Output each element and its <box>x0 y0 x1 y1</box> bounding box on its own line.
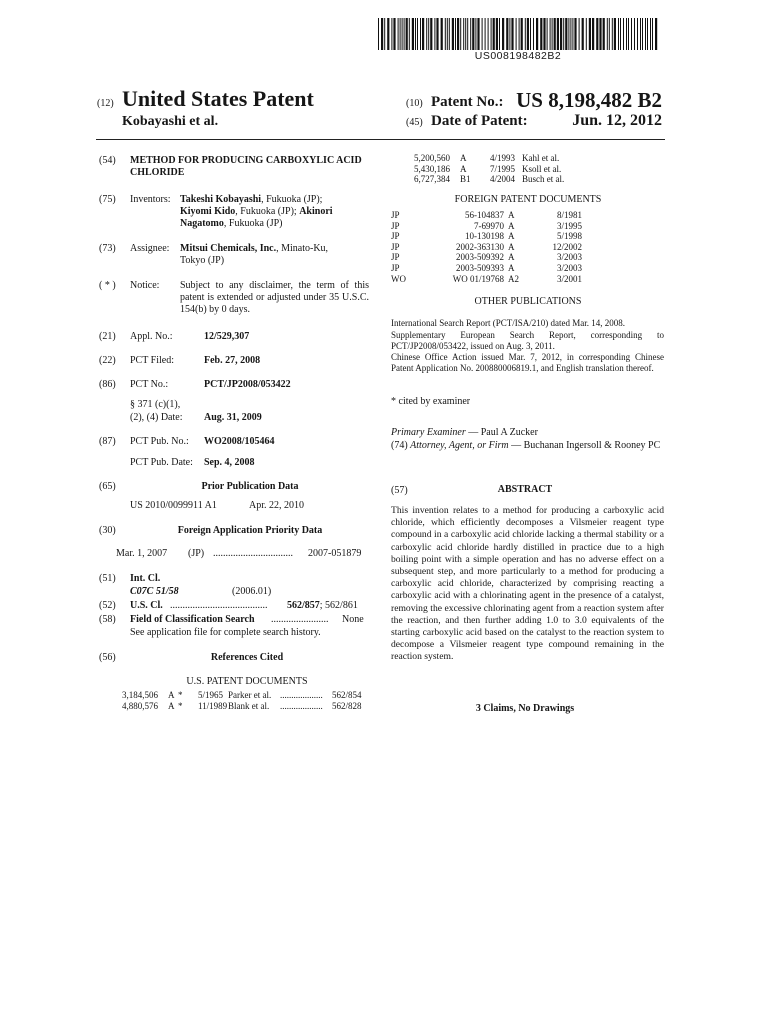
patent-holder: Ksoll et al. <box>522 163 562 174</box>
patent-date: 7/1995 <box>490 163 516 174</box>
title-code: (54) <box>99 155 116 166</box>
doc-date: 3/2001 <box>556 273 582 284</box>
abstract-heading: ABSTRACT <box>497 484 553 495</box>
abstract-code: (57) <box>391 485 408 496</box>
patent-holder: Blank et al. <box>228 700 270 711</box>
us-docs-heading: U.S. PATENT DOCUMENTS <box>186 676 308 687</box>
cited-by-note: * cited by examiner <box>391 396 471 407</box>
patent-number: 4,880,576 <box>122 700 158 711</box>
cited-examiner-star: * <box>178 700 183 711</box>
foreign-country: (JP) <box>188 548 205 559</box>
authors: Kobayashi et al. <box>122 114 219 129</box>
examiner-name: — Paul A Zucker <box>465 427 538 438</box>
foreign-docs-list <box>391 210 591 284</box>
doc-number: 2003-509393 <box>456 262 504 273</box>
country-code: JP <box>391 220 400 231</box>
doc-kind: A2 <box>508 273 519 284</box>
patent-date: Jun. 12, 2012 <box>572 112 662 129</box>
assignee-code: (73) <box>99 243 116 254</box>
field-label: Field of Classification Search <box>130 614 255 625</box>
field-note: See application file for complete search history. <box>130 627 321 638</box>
doc-date: 3/2003 <box>556 262 582 273</box>
invention-title: METHOD FOR PRODUCING CARBOXYLIC ACID CHLORIDE <box>130 155 362 178</box>
uscl-label: U.S. Cl. <box>130 600 163 611</box>
prior-date: Apr. 22, 2010 <box>249 500 304 511</box>
other-pub: Chinese Office Action issued Mar. 7, 2012, in corresponding Chinese Patent Application No. 200880006819.1, and English translation thereof. <box>391 352 664 373</box>
country-code: WO <box>391 273 406 284</box>
patent-holder: Kahl et al. <box>522 153 560 163</box>
appl-number: 12/529,307 <box>204 331 250 342</box>
pct-filed-code: (22) <box>99 355 116 366</box>
inventor-name: Akinori <box>299 206 333 217</box>
patent-no-label: Patent No.: <box>431 94 504 110</box>
uscl-leader: ....................................... <box>170 600 268 611</box>
foreign-leader: ................................ <box>213 548 293 559</box>
patent-class: 562/828 <box>332 700 362 711</box>
patent-date: 5/1965 <box>198 690 224 700</box>
cited-patent-row <box>414 174 614 185</box>
patent-date: 4/1993 <box>490 153 516 163</box>
field-code: (58) <box>99 614 116 625</box>
doc-number: 2003-509392 <box>456 252 504 263</box>
patent-date: 4/2004 <box>490 174 516 185</box>
claims-summary: 3 Claims, No Drawings <box>475 703 575 714</box>
inventor-name: Takeshi Kobayashi <box>180 194 262 205</box>
foreign-doc-row <box>391 274 591 285</box>
doc-kind: A <box>508 220 515 231</box>
foreign-doc-row <box>391 210 591 221</box>
foreign-doc-row <box>391 221 591 232</box>
pub-no-label: PCT Pub. No.: <box>130 436 189 447</box>
doc-number: 10-130198 <box>465 231 504 242</box>
patent-kind: B1 <box>460 174 471 185</box>
foreign-heading: Foreign Application Priority Data <box>177 525 323 536</box>
patent-number: 5,430,186 <box>414 163 450 174</box>
inventors-label: Inventors: <box>130 194 171 205</box>
barcode-number: US008198482B2 <box>474 50 562 62</box>
intcl-label: Int. Cl. <box>130 573 161 584</box>
s371-date: Aug. 31, 2009 <box>204 412 262 423</box>
assignee-location: , Minato-Ku, <box>276 243 329 254</box>
cited-patent-row <box>414 164 614 175</box>
prior-heading: Prior Publication Data <box>201 481 299 492</box>
cited-patent-row <box>122 701 372 712</box>
inventor-name: Kiyomi Kido <box>180 206 236 217</box>
pub-date-label: PCT Pub. Date: <box>130 457 193 468</box>
foreign-number: 2007-051879 <box>308 548 362 559</box>
doc-date: 8/1981 <box>556 210 582 220</box>
country-code: JP <box>391 210 400 220</box>
other-pub: International Search Report (PCT/ISA/210) dated Mar. 14, 2008. <box>391 318 625 328</box>
inventor-location: , Fukuoka (JP); <box>235 206 297 217</box>
pct-no-label: PCT No.: <box>130 379 169 390</box>
doc-date: 3/2003 <box>556 252 582 263</box>
cited-patent-row <box>414 153 614 164</box>
pct-filed-date: Feb. 27, 2008 <box>204 355 261 366</box>
notice-text: Subject to any disclaimer, the term of this patent is extended or adjusted under 35 U.S.C. 154(b) by 0 days. <box>180 280 369 315</box>
field-leader: ....................... <box>271 614 329 625</box>
header-rule <box>96 139 665 140</box>
us-docs-left-list <box>122 690 372 711</box>
foreign-doc-row <box>391 252 591 263</box>
patent-no-code: (10) <box>406 98 423 109</box>
inventors-list <box>180 194 370 230</box>
country-code: JP <box>391 252 400 263</box>
country-code: JP <box>391 241 400 252</box>
pct-no-code: (86) <box>99 379 116 390</box>
assignee-location-2: Tokyo (JP) <box>180 255 225 266</box>
examiner-line <box>391 427 664 439</box>
cited-examiner-star: * <box>178 690 183 700</box>
other-pubs-heading: OTHER PUBLICATIONS <box>474 296 582 307</box>
country-code: JP <box>391 262 400 273</box>
inventor-location: , Fukuoka (JP); <box>261 194 323 205</box>
patent-date: 11/1989 <box>198 700 228 711</box>
patent-barcode <box>378 18 658 50</box>
attorney-label: Attorney, Agent, or Firm <box>410 440 509 451</box>
patent-leader: ................... <box>280 690 323 700</box>
abstract-text: This invention relates to a method for producing a carboxylic acid chloride, which efficiently decomposes a Vilsmeier reagent type compound in a carboxylic acid chloride lacking a thermal stability or a carboxylic acid chloride hardly distilled in practice due to a high boiling point with a simple operation and has no adverse effect on a subsequent step, and more particularly to a method for producing a carboxylic acid chloride, characterized by comprising reacting a carboxylic acid with a chlorinating agent in the presence of a catalyst, removing the excessive chlorinating agent from a reaction system after the reaction, and then further adding 1.0 to 3.0 equivalents of the starting carboxylic acid based on the catalyst to the reaction system to decompose a Vilsmeier reagent type compound remaining in the reaction system. <box>391 505 664 663</box>
uscl-code: (52) <box>99 600 116 611</box>
country-code: JP <box>391 231 400 242</box>
patent-number: 3,184,506 <box>122 690 158 700</box>
notice-code: ( * ) <box>99 280 116 291</box>
doc-date: 5/1998 <box>556 231 582 242</box>
inventor-name: Nagatomo <box>180 218 224 229</box>
doc-kind: A <box>508 231 515 242</box>
prior-code: (65) <box>99 481 116 492</box>
prior-number: US 2010/0099911 A1 <box>130 500 217 511</box>
appl-code: (21) <box>99 331 116 342</box>
attorney-code: (74) <box>391 440 408 451</box>
pub-no-code: (87) <box>99 436 116 447</box>
doc-number: 2002-363130 <box>456 241 504 252</box>
foreign-doc-row <box>391 263 591 274</box>
foreign-docs-heading: FOREIGN PATENT DOCUMENTS <box>454 194 602 205</box>
doc-number: WO 01/19768 <box>452 273 504 284</box>
pct-number: PCT/JP2008/053422 <box>204 379 291 390</box>
patent-holder: Parker et al. <box>228 690 272 700</box>
uscl-rest: ; 562/861 <box>319 600 358 611</box>
uscl-main: 562/857 <box>287 600 320 611</box>
intcl-year: (2006.01) <box>232 586 272 597</box>
doc-date: 3/1995 <box>556 220 582 231</box>
patent-class: 562/854 <box>332 690 362 700</box>
assignee-block <box>180 243 370 267</box>
refs-code: (56) <box>99 652 116 663</box>
us-docs-right-list <box>414 153 614 185</box>
patent-number: 5,200,560 <box>414 153 450 163</box>
doc-kind: A <box>508 210 515 220</box>
patent-kind: A <box>168 700 175 711</box>
uscl-values <box>287 600 358 612</box>
doc-date: 12/2002 <box>552 241 582 252</box>
inventors-code: (75) <box>99 194 116 205</box>
patent-kind: A <box>460 163 467 174</box>
doc-kind: A <box>508 262 515 273</box>
cited-patent-row <box>122 690 372 701</box>
refs-heading: References Cited <box>210 652 284 663</box>
s371-line1: § 371 (c)(1), <box>130 399 181 410</box>
pct-filed-label: PCT Filed: <box>130 355 174 366</box>
foreign-code: (30) <box>99 525 116 536</box>
patent-number: 6,727,384 <box>414 174 450 185</box>
attorney-line <box>391 440 664 452</box>
patent-holder: Busch et al. <box>522 174 565 185</box>
doc-code: (12) <box>97 98 114 109</box>
date-label: Date of Patent: <box>431 113 528 129</box>
pub-number: WO2008/105464 <box>204 436 275 447</box>
other-pub: Supplementary European Search Report, corresponding to PCT/JP2008/053422, issued on Aug. 3, 2011. <box>391 330 664 351</box>
pub-date: Sep. 4, 2008 <box>204 457 255 468</box>
foreign-doc-row <box>391 231 591 242</box>
field-value: None <box>342 614 364 625</box>
assignee-label: Assignee: <box>130 243 170 254</box>
appl-label: Appl. No.: <box>130 331 173 342</box>
doc-kind: A <box>508 241 515 252</box>
foreign-date: Mar. 1, 2007 <box>116 548 168 559</box>
intcl-class: C07C 51/58 <box>130 586 179 597</box>
doc-type: United States Patent <box>122 86 314 111</box>
patent-kind: A <box>460 153 467 163</box>
notice-label: Notice: <box>130 280 160 291</box>
doc-number: 56-104837 <box>465 210 504 220</box>
doc-kind: A <box>508 252 515 263</box>
patent-number: US 8,198,482 B2 <box>516 88 662 112</box>
patent-leader: ................... <box>280 700 323 711</box>
intcl-code: (51) <box>99 573 116 584</box>
attorney-name: — Buchanan Ingersoll & Rooney PC <box>508 440 661 451</box>
doc-number: 7-69970 <box>474 220 504 231</box>
s371-line2: (2), (4) Date: <box>130 412 183 423</box>
inventor-location: , Fukuoka (JP) <box>223 218 283 229</box>
examiner-label: Primary Examiner <box>391 427 466 438</box>
patent-kind: A <box>168 690 175 700</box>
date-code: (45) <box>406 117 423 128</box>
foreign-doc-row <box>391 242 591 253</box>
assignee-name: Mitsui Chemicals, Inc. <box>180 243 277 254</box>
